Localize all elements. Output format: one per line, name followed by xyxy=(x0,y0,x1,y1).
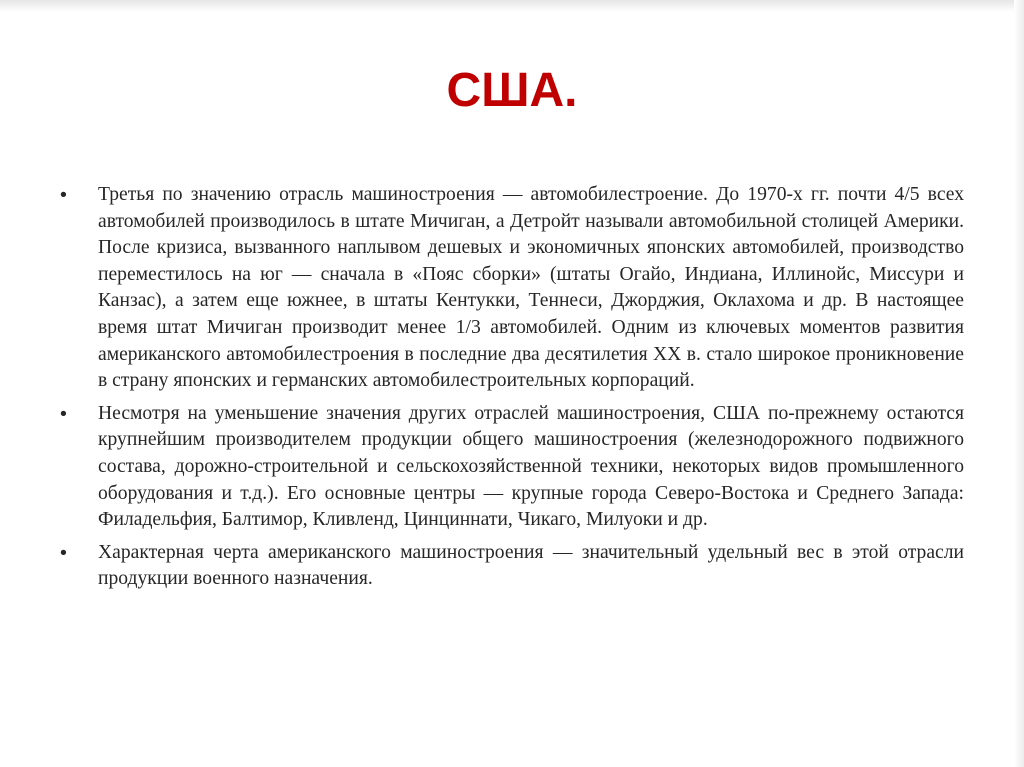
slide-top-shadow xyxy=(0,0,1024,12)
bullet-text: Несмотря на уменьшение значения других отраслей машиностроения, США по-прежнему остаются крупнейшим производителем продукции общего машиностроения (железнодорожного подвижного состава, дорожно-строительной и сельскохозяйственной техники, некоторых видов промышленного оборудования и т.д.). Его основные центры — крупные города Северо-Востока и Среднего Запада: Филадельфия, Балтимор, Кливленд, Цинциннати, Чикаго, Милуоки и др. xyxy=(98,402,964,531)
bullet-item xyxy=(60,540,964,593)
bullet-icon: • xyxy=(60,541,67,564)
bullet-text: Третья по значению отрасль машиностроения — автомобилестроение. До 1970-х гг. почти 4/5 всех автомобилей производилось в штате Мичиган, а Детройт называли автомобильной столицей Америки. После кризиса, вызванного наплывом дешевых и экономичных японских автомобилей, производство переместилось на юг — сначала в «Пояс сборки» (штаты Огайо, Индиана, Иллинойс, Миссури и Канзас), а затем еще южнее, в штаты Кентукки, Теннеси, Джорджия, Оклахома и др. В настоящее время штат Мичиган производит менее 1/3 автомобилей. Одним из ключевых моментов развития американского автомобилестроения в последние два десятилетия XX в. стало широкое проникновение в страну японских и германских автомобилестроительных корпораций. xyxy=(98,184,964,392)
bullet-list xyxy=(60,182,964,599)
bullet-item xyxy=(60,182,964,395)
bullet-item xyxy=(60,401,964,534)
bullet-text: Характерная черта американского машиностроения — значительный удельный вес в этой отрасли продукции военного назначения. xyxy=(98,541,964,590)
bullet-icon: • xyxy=(60,184,67,206)
slide-title: США. xyxy=(446,64,578,117)
bullet-icon: • xyxy=(60,402,67,425)
